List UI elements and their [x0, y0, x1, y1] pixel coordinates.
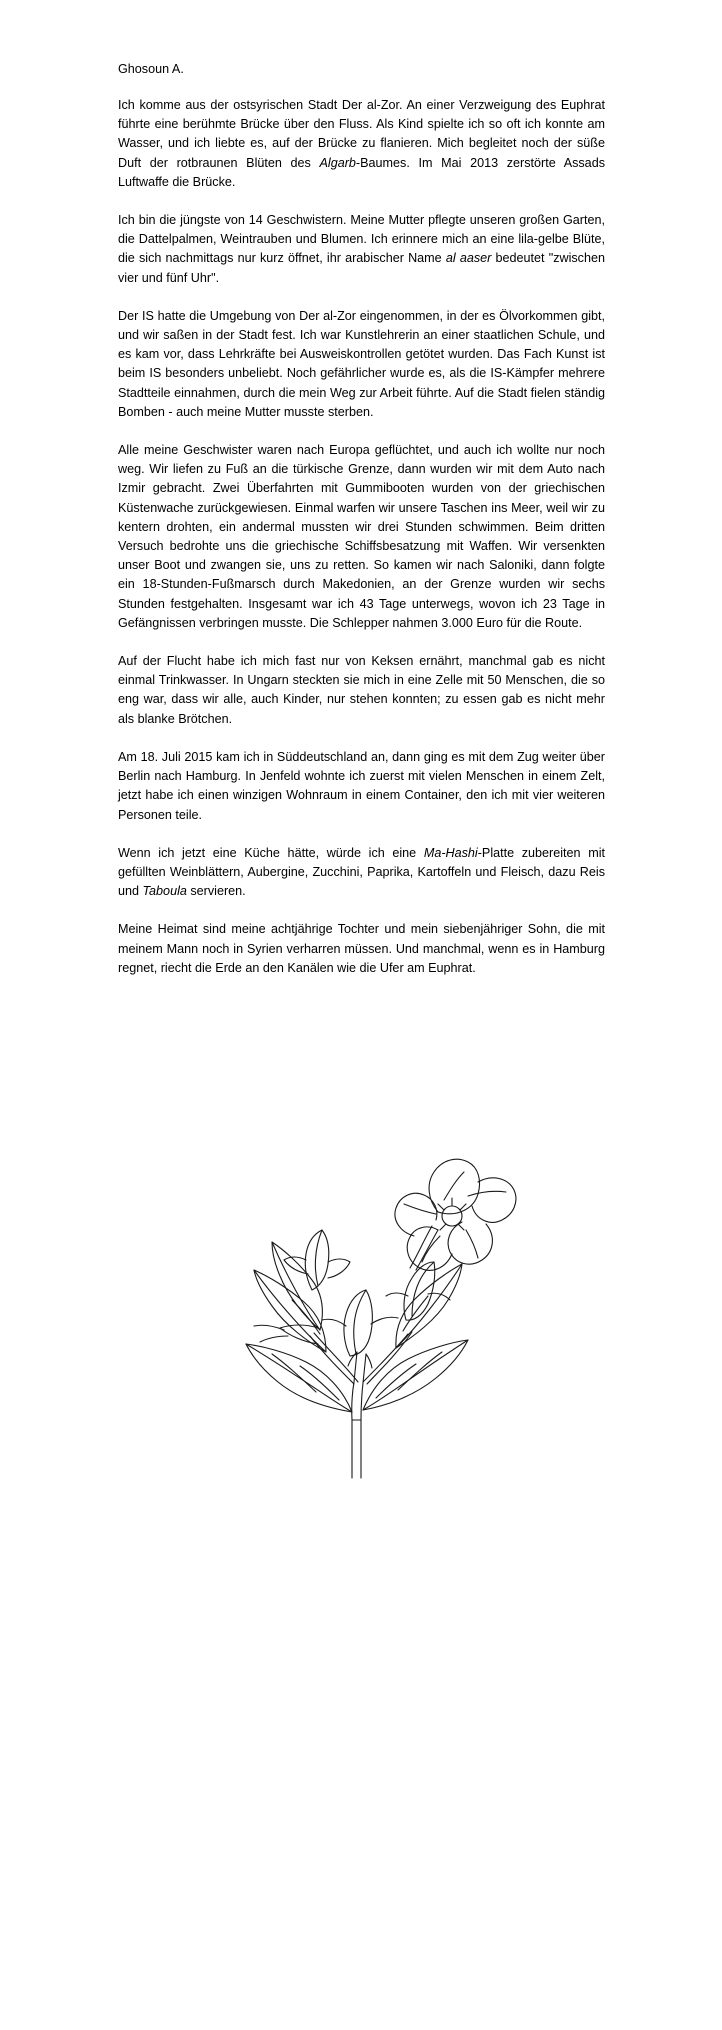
paragraph-6: [118, 748, 605, 825]
emphasis-text: al aaser: [445, 251, 492, 266]
paragraph-8: [118, 920, 605, 978]
paragraph-3: [118, 307, 605, 422]
emphasis-text: Algarb: [319, 155, 356, 170]
paragraph-1: [118, 96, 605, 192]
paragraph-2: [118, 211, 605, 288]
text-run: Der IS hatte die Umgebung von Der al-Zor eingenommen, in der es Ölvorkommen gibt, und wir saßen in der Stadt fest. Ich war Kunstlehrerin an einer staatlichen Schule, und es kam vor, dass Lehrkräfte bei Ausweiskontrollen getötet wurden. Das Fach Kunst ist beim IS besonders unbeliebt. Noch gefährlicher wurde es, als die IS-Kämpfer mehrere Stadtteile einnahmen, durch die mein Weg zur Arbeit führte. Auf die Stadt fielen ständig Bomben - auch meine Mutter musste sterben.: [118, 308, 605, 419]
emphasis-text: Taboula: [142, 884, 187, 899]
byline: Ghosoun A.: [118, 62, 184, 76]
text-run: bedeutet "zwischen vier und fünf Uhr".: [118, 251, 605, 285]
text-run: Auf der Flucht habe ich mich fast nur von Keksen ernährt, manchmal gab es nicht einmal Trinkwasser. In Ungarn steckten sie mich in eine Zelle mit 50 Menschen, die so eng war, dass wir alle, auch Kinder, nur stehen konnten; zu essen gab es nicht mehr als blanke Brötchen.: [118, 654, 605, 726]
text-run: -Platte zubereiten mit gefüllten Weinblättern, Aubergine, Zucchini, Paprika, Kartoffeln und Fleisch, dazu Reis und: [118, 845, 605, 899]
paragraph-4: [118, 441, 605, 633]
text-run: servieren.: [186, 884, 246, 899]
text-column: [118, 60, 605, 978]
body-text: [118, 96, 605, 978]
text-run: Ich bin die jüngste von 14 Geschwistern. Meine Mutter pflegte unseren großen Garten, die Dattelpalmen, Weintrauben und Blumen. Ich erinnere mich an eine lila-gelbe Blüte, die sich nachmittags nur kurz öffnet, ihr arabischer Name: [118, 213, 605, 266]
text-run: Ich komme aus der ostsyrischen Stadt Der al-Zor. An einer Verzweigung des Euphrat führte eine berühmte Brücke über den Fluss. Als Kind spielte ich so oft ich konnte am Wasser, und ich liebte es, auf der Brücke zu flanieren. Mich begleitet noch der süße Duft der rotbraunen Blüten des: [118, 98, 605, 170]
text-run: Am 18. Juli 2015 kam ich in Süddeutschland an, dann ging es mit dem Zug weiter über Berlin nach Hamburg. In Jenfeld wohnte ich zuerst mit vielen Menschen in einem Zelt, jetzt habe ich einen winzigen Wohnraum in einem Container, den ich mit vier weiteren Personen teile.: [118, 749, 605, 822]
paragraph-5: [118, 652, 605, 729]
paragraph-7: [118, 844, 605, 902]
text-run: -Baumes. Im Mai 2013 zerstörte Assads Luftwaffe die Brücke.: [118, 155, 605, 189]
text-run: Meine Heimat sind meine achtjährige Tochter und mein siebenjähriger Sohn, die mit meinem Mann noch in Syrien verharren müssen. Und manchmal, wenn es in Hamburg regnet, riecht die Erde an den Kanälen wie die Ufer am Euphrat.: [118, 922, 605, 975]
emphasis-text: Ma-Hashi: [423, 845, 478, 860]
text-run: Alle meine Geschwister waren nach Europa geflüchtet, und auch ich wollte nur noch weg. Wir liefen zu Fuß an die türkische Grenze, dann wurden wir mit dem Auto nach Izmir gebracht. Zwei Überfahrten mit Gummibooten wurden von der griechischen Küstenwache zurückgewiesen. Einmal warfen wir unsere Taschen ins Meer, weil wir zu kentern drohten, ein andermal mussten wir drei Stunden schwimmen. Beim dritten Versuch bedrohte uns die griechische Schiffsbesatzung mit Waffen. Wir versenkten unser Boot und zwangen sie, uns zu retten. So kamen wir nach Saloniki, dann folgte ein 18-Stunden-Fußmarsch durch Makedonien, an der Grenze wurden wir sechs Stunden festgehalten. Insgesamt war ich 43 Tage unterwegs, wovon ich 23 Tage in Gefängnissen verbringen musste. Die Schlepper nahmen 3.000 Euro für die Route.: [118, 443, 605, 630]
text-run: Wenn ich jetzt eine Küche hätte, würde ich eine: [118, 845, 424, 860]
flower-illustration: [200, 1120, 520, 1480]
